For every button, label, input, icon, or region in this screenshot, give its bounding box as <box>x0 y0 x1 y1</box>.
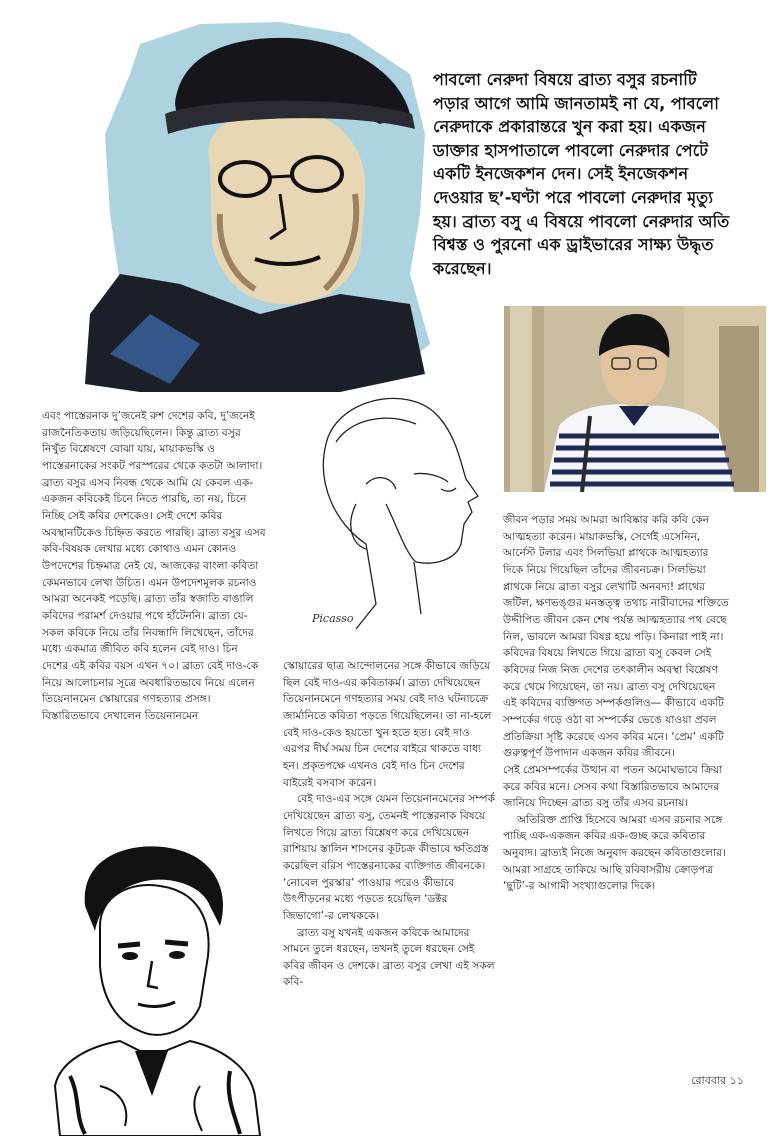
ink-portrait-illustration <box>40 836 270 1136</box>
article-column-1 <box>42 408 266 724</box>
paragraph: বেই দাও-এর সঙ্গে যেমন তিয়েনানমেনের সম্পর্ক দেখিয়েছেন ব্রাত্য বসু, তেমনই পাস্তেরনাক বিষয়ে লিখতে গিয়ে ব্রাত্য বিশ্লেষণ করে দেখিয়েছেন রাশিয়ায় স্তালিন শাসনের কূটচক্র কীভাবে ক্ষতিগ্রস্ত করেছিল বরিস পাস্তেরনাকের ব্যক্তিগত জীবনকে। ‘নোবেল পুরস্কার’ পাওয়ার পরেও কীভাবে উৎপীড়নের মধ্যে পড়তে হয়েছিল ‘ডক্টর জিভাগো’-র লেখককে। <box>283 793 495 922</box>
page-footer: রোববার ১১ <box>691 1074 744 1087</box>
pull-quote: পাবলো নেরুদা বিষয়ে ব্রাত্য বসুর রচনাটি পড়ার আগে আমি জানতামই না যে, পাবলো নেরুদাকে প্রকারান্তরে খুন করা হয়। একজন ডাক্তার হাসপাতালে পাবলো নেরুদার পেটে একটি ইনজেকশন দেন। সেই ইনজেকশন দেওয়ার ছ’-ঘণ্টা পরে পাবলো নেরুদার মৃত্যু হয়। ব্রাত্য বসু এ বিষয়ে পাবলো নেরুদার অতি বিশ্বস্ত ও পুরনো এক ড্রাইভারের সাক্ষ্য উদ্ধৃত করেছেন। <box>433 70 730 278</box>
paragraph: এবং পাস্তেরনাক দু’জনেই রুশ দেশের কবি, দু’জনেই রাজনৈতিকতায় জড়িয়েছিলেন। কিন্তু ব্রাত্য বসুর নিখুঁত বিশ্লেষণে বোঝা যায়, মায়াকভস্কি ও পাস্তেরনাকের সংকট পরস্পরের থেকে কতটা আলাদা। ব্রাত্য বসুর এসব নিবন্ধ থেকে আমি যে কেবল এক-একজন কবিকেই চিনে নিতে পারছি, তা নয়, চিনে নিচ্ছি সেই কবির দেশকেও। সেই দেশে কবির অবস্থানটিকেও চিহ্নিত করতে পারছি। ব্রাত্য বসুর এসব কবি-বিষয়ক লেখার মধ্যে কোথাও এমন কোনও উপদেশের চিহ্নমাত্র নেই যে, আজকের বাংলা কবিতা কেমনভাবে লেখা উচিত। এমন উপদেশমূলক রচনাও আমরা অনেকই পড়েছি। ব্রাত্য তাঁর স্বজাতি বাঙালি কবিদের পরামর্শ দেওয়ার পথে হাঁটেননি। ব্রাত্য যে-সকল কবিকে নিয়ে তাঁর নিবন্ধাদি লিখেছেন, তাঁদের মধ্যে একমাত্র জীবিত কবি হলেন বেই দাও। চিন দেশের এই কবির বয়স এখন ৭০। ব্রাত্য বেই দাও-কে নিয়ে আলোচনার সূত্রে অবধারিতভাবে নিয়ে এলেন তিয়েনানমেন স্কোয়ারের গণহত্যার প্রসঙ্গ। বিস্তারিতভাবে দেখালেন তিয়েনানমেন <box>42 410 266 722</box>
paragraph: জীবন পড়ার সময় আমরা আবিষ্কার করি কবি কেন আত্মহত্যা করেন। মায়াকভস্কি, সের্গেই এসেনিন, আর্নেস্ট টলার এবং সিলভিয়া প্লাথকে আত্মহত্যার দিকে নিয়ে গিয়েছিল তাঁদের জীবনচক্র। সিলভিয়া প্লাথকে নিয়ে ব্রাত্য বসুর লেখাটি অনবদ্য! প্লাথের জটিল, ক্ষণভঙ্গুর মনস্তত্ত্ব তথাচ নারীবাদের শক্তিতে উদ্দীপিত জীবন কেন শেষ পর্যন্ত আত্মহত্যার পথ বেছে নিল, ভাবলে আমরা বিষণ্ণ হয়ে পড়ি। কিনারা পাই না। কবিদের বিষয়ে লিখতে গিয়ে ব্রাত্য বসু কেবল সেই কবিদের নিজ নিজ দেশের তৎকালীন অবস্থা বিশ্লেষণ করে থেমে গিয়েছেন, তা নয়। ব্রাত্য বসু দেখিয়েছেন এই কবিদের ব্যক্তিগত সম্পর্কগুলিও— কীভাবে একটি সম্পর্কের গড়ে ওঠা বা সম্পর্কের ভেঙে যাওয়া প্রবল প্রতিক্রিয়া সৃষ্টি করেছে এসব কবির মনে। ‘প্রেম’ একটি গুরুত্বপূর্ণ উপাদান একজন কবির জীবনে। <box>503 514 729 760</box>
article-column-2 <box>283 658 495 991</box>
paragraph: স্কোয়ারের ছাত্র আন্দোলনের সঙ্গে কীভাবে জড়িয়ে ছিল বেই দাও-এর কবিতাকর্ম। ব্রাত্য দেখিয়েছেন তিয়েনানমেনে গণহত্যার সময় বেই দাও ঘটনাচক্রে জার্মানিতে কবিতা পড়তে গিয়েছিলেন। তা না-হলে বেই দাও-কেও হয়তো খুন হতে হত। বেই দাও এরপর দীর্ঘ সময় চিন দেশের বাইরে থাকতে বাধ্য হন। প্রকৃতপক্ষে এখনও বেই দাও চিন দেশের বাইরেই বসবাস করেন। <box>283 660 492 789</box>
author-photo <box>504 306 766 492</box>
neruda-portrait-illustration <box>80 14 440 394</box>
line-sketch-illustration <box>296 384 486 634</box>
paragraph: ব্রাত্য বসু যখনই একজন কবিকে আমাদের সামনে তুলে ধরছেন, তখনই তুলে ধরছেন সেই কবির জীবন ও দেশকে। ব্রাত্য বসুর লেখা এই সকল কবি- <box>283 926 495 989</box>
paragraph: সেই প্রেমসম্পর্কের উত্থান বা পতন অমোঘভাবে ক্রিয়া করে কবির মনে। সেসব কথা বিস্তারিতভাবে আমাদের জানিয়ে দিচ্ছেন ব্রাত্য বসু তাঁর এসব রচনায়। <box>503 763 723 810</box>
sketch-signature: Picasso <box>312 612 354 625</box>
article-column-3 <box>503 512 731 895</box>
paragraph: অতিরিক্ত প্রাপ্তি হিসেবে আমরা এসব রচনার সঙ্গে পাচ্ছি এক-একজন কবির এক-গুচ্ছ করে কবিতার অনুবাদ। ব্রাত্যই নিজে অনুবাদ করছেন কবিতাগুলোর। আমরা সাগ্রহে তাকিয়ে আছি রবিবাসরীয় ক্রোড়পত্র ‘ছুটি’-র আগামী সংখ্যাগুলোর দিকে। <box>503 813 726 893</box>
